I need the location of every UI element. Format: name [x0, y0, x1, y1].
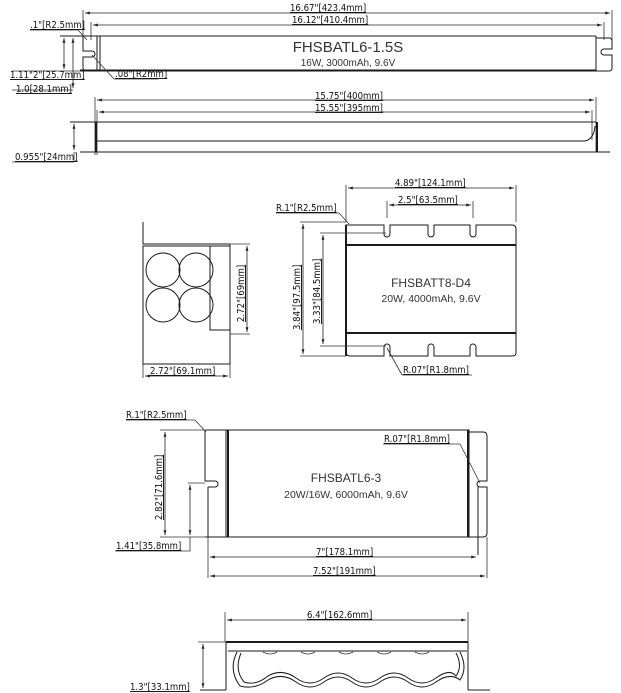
dim-slot-pitch: 2.5"[63.5mm] [398, 195, 458, 206]
dim-height: 2.82"[71.6mm] [154, 454, 165, 520]
dim-corner-radius: R.1"[R2.5mm] [276, 203, 337, 214]
dim-corner-radius: R.1"[R2.5mm] [126, 410, 187, 421]
dim-side-overall-length: 15.75"[400mm] [315, 91, 384, 102]
view-fhsbatt8-d4-end [143, 222, 250, 378]
dim-inner-length: 16.12"[410.4mm] [292, 15, 369, 26]
dim-inner-length: 7"[178.1mm] [316, 547, 374, 558]
dim-slot-offset: 1.41"[35.8mm] [116, 541, 182, 552]
dim-overall-length: 16.67"[423.4mm] [290, 3, 367, 14]
model-spec: 20W, 4000mAh, 9.6V [381, 293, 481, 305]
view-fhsbatl6-3-top [115, 410, 487, 578]
model-name: FHSBATL6-3 [310, 471, 382, 485]
dim-side-length: 6.4"[162.6mm] [307, 610, 373, 621]
view-fhsbatt8-d4-top [276, 178, 516, 376]
dim-side-height: 1.3"[33.1mm] [130, 682, 190, 693]
model-name: FHSBATT8-D4 [391, 276, 471, 290]
view-fhsbatl6-3-side [130, 610, 490, 693]
dim-end-width: 2.72"[69.1mm] [150, 366, 216, 377]
model-spec: 20W/16W, 6000mAh, 9.6V [284, 489, 408, 501]
dim-top-width: 4.89"[124.1mm] [395, 178, 466, 189]
dim-slot-radius: R.07"[R1.8mm] [384, 434, 450, 445]
view-fhsbatl6-1-5s-top [10, 3, 612, 95]
model-name: FHSBATL6-1.5S [292, 39, 404, 56]
dim-overall-length: 7.52"[191mm] [313, 566, 376, 577]
dim-side-height: 0.955"[24mm] [15, 152, 78, 163]
dim-slot-radius: R.07"[R1.8mm] [403, 365, 469, 376]
dim-corner-radius: .1"[R2.5mm] [30, 20, 85, 31]
dim-slot-height: 3.33"[84.5mm] [312, 258, 323, 324]
view-fhsbatl6-1-5s-side [12, 91, 610, 163]
dim-height-b: 1.0[28.1mm] [16, 84, 72, 95]
dim-height-a: 1.11"2"[25.7mm] [10, 70, 85, 81]
dim-end-height: 2.72"[69mm] [236, 264, 247, 322]
model-spec: 16W, 3000mAh, 9.6V [300, 58, 396, 69]
dim-overall-height: 3.84"[97.5mm] [292, 264, 303, 330]
dim-slot-radius: .08"[R2mm] [115, 69, 168, 80]
dim-side-inner-length: 15.55"[395mm] [315, 103, 384, 114]
